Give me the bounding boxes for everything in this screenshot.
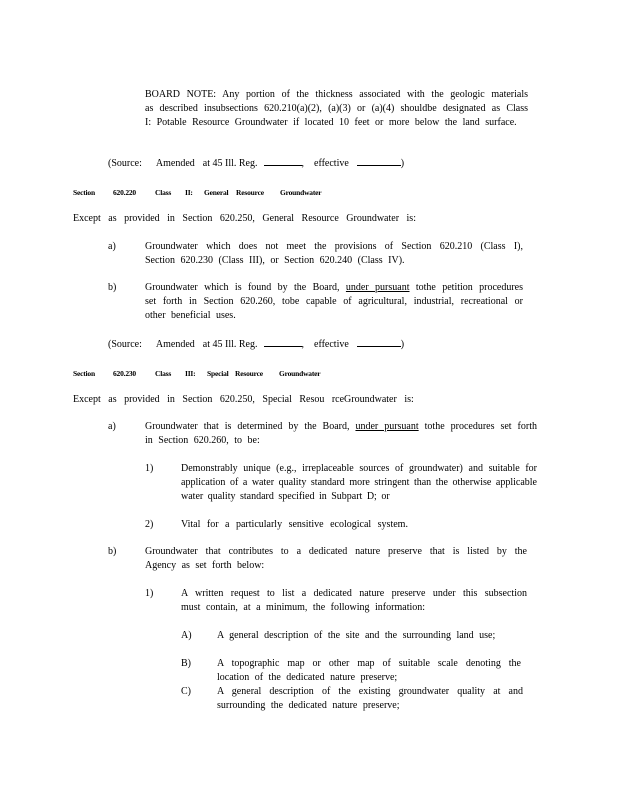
item-230-a-post: tothe procedures set forth in Section 620.260, to be: (145, 421, 537, 446)
source-amended: Amended (155, 158, 195, 169)
source-effective: effective (314, 158, 349, 169)
item-label: a) (108, 421, 116, 432)
item-A-text: A general description of the site and the surrounding land use; (217, 630, 496, 641)
section-heading-620-220 (73, 188, 321, 197)
section-heading-620-230 (73, 369, 320, 378)
item-230-a-text (145, 420, 537, 448)
item-220-a-text: Groundwater which does not meet the provisions of Section 620.210 (Class I), Section 620.230 (Class III), or Section 620.240 (Class IV). (145, 241, 523, 266)
section-title-groundwater: Groundwater (279, 369, 321, 378)
source-comma: , (301, 339, 304, 350)
source-note-1 (108, 156, 404, 171)
item-230-b-1-text: A written request to list a dedicated nature preserve under this subsection must contain, at a minimum, the following information: (181, 588, 527, 613)
source-open: (Source: (108, 339, 142, 350)
source-effective: effective (314, 339, 349, 350)
item-220-b-post: tothe petition procedures set forth in Section 620.260, tobe capable of agricultural, industrial, recreational or other beneficial uses. (145, 282, 524, 321)
section-title-special: Special (207, 369, 229, 378)
item-230-a-1-text: Demonstrably unique (e.g., irreplaceable sources of groundwater) and suitable for application of a water quality standard more stringent than the otherwise applicable water quality standard specified in Subpart D; or (181, 463, 537, 502)
register-page-blank (264, 337, 302, 347)
item-220-b-text (145, 281, 523, 323)
item-label: b) (108, 282, 117, 293)
item-220-b-pre: Groundwater which is found by the Board, (145, 282, 340, 293)
section-title-groundwater: Groundwater (280, 188, 322, 197)
section-title-class: Class (155, 188, 172, 197)
item-label: C) (181, 686, 191, 697)
source-comma: , (301, 158, 304, 169)
item-label: 1) (145, 588, 154, 599)
source-note-2 (108, 337, 404, 352)
item-label: B) (181, 658, 191, 669)
item-230-a-2-text: Vital for a particularly sensitive ecological system. (181, 519, 408, 530)
section-title-general: General (204, 188, 229, 197)
section-220-intro: Except as provided in Section 620.250, General Resource Groundwater is: (73, 213, 416, 224)
item-B-text: A topographic map or other map of suitable scale denoting the location of the dedicated nature preserve; (217, 658, 521, 683)
item-label: 2) (145, 519, 154, 530)
item-C-text: A general description of the existing groundwater quality at and surrounding the dedicated nature preserve; (217, 686, 523, 711)
item-label: A) (181, 630, 192, 641)
effective-date-blank (357, 337, 401, 347)
section-title-resource: Resource (236, 188, 264, 197)
source-close: ) (400, 339, 405, 350)
section-230-intro: Except as provided in Section 620.250, Special Resou rceGroundwater is: (73, 394, 414, 405)
item-230-b-text: Groundwater that contributes to a dedicated nature preserve that is listed by the Agency as set forth below: (145, 546, 527, 571)
source-register: at 45 Ill. Reg. (202, 158, 258, 169)
source-register: at 45 Ill. Reg. (202, 339, 258, 350)
section-title-numeral: III: (185, 369, 196, 378)
item-label: a) (108, 241, 116, 252)
item-230-a-pre: Groundwater that is determined by the Board, (145, 421, 350, 432)
section-word: Section (73, 369, 95, 378)
underlined-insertion: under pursuant (355, 421, 419, 432)
section-title-numeral: II: (185, 188, 193, 197)
underlined-insertion: under pursuant (345, 282, 410, 293)
section-word: Section (73, 188, 95, 197)
board-note: BOARD NOTE: Any portion of the thickness associated with the geologic materials as described insubsections 620.210(a)(2), (a)(3) or (a)(4) shouldbe designated as Class I: Potable Resource Groundwater if located 10 feet or more below the land surface. (145, 89, 528, 128)
register-page-blank (264, 156, 302, 166)
section-title-resource: Resource (235, 369, 263, 378)
source-open: (Source: (108, 158, 142, 169)
item-label: 1) (145, 463, 154, 474)
source-amended: Amended (155, 339, 195, 350)
effective-date-blank (357, 156, 401, 166)
source-close: ) (400, 158, 405, 169)
item-label: b) (108, 546, 117, 557)
section-title-class: Class (155, 369, 172, 378)
section-number: 620.230 (113, 369, 136, 378)
section-number: 620.220 (113, 188, 136, 197)
